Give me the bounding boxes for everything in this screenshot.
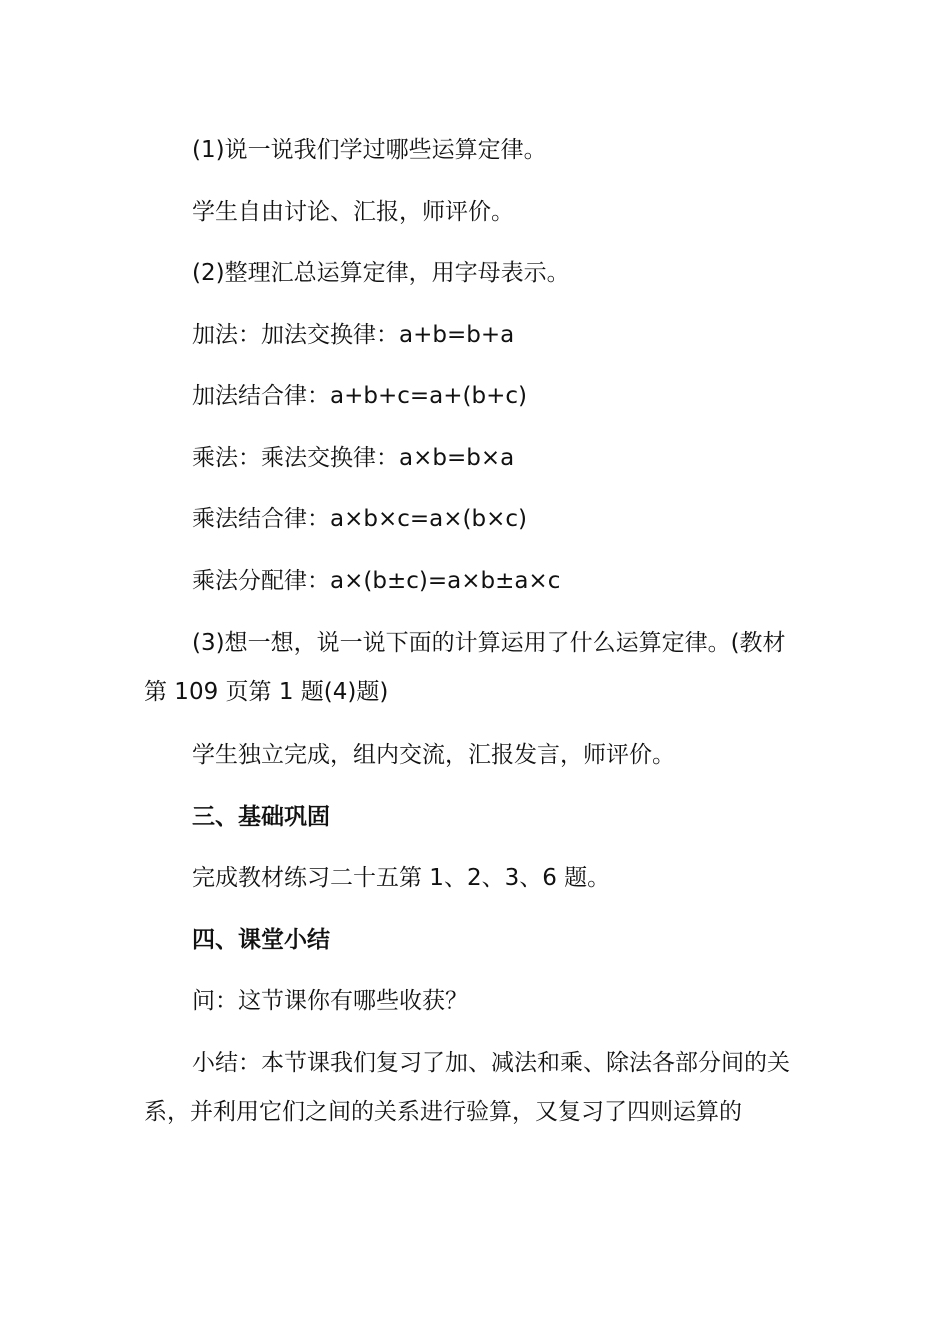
paragraph-question-2: (2)整理汇总运算定律，用字母表示。	[192, 260, 570, 286]
paragraph-addition-commutative: 加法：加法交换律：a+b=b+a	[192, 322, 515, 348]
paragraph-discussion: 学生自由讨论、汇报，师评价。	[192, 199, 514, 225]
section-heading-basic-practice: 三、基础巩固	[192, 804, 330, 830]
paragraph-question-1: (1)说一说我们学过哪些运算定律。	[192, 137, 547, 163]
paragraph-independent-work: 学生独立完成，组内交流，汇报发言，师评价。	[192, 742, 675, 768]
paragraph-addition-associative: 加法结合律：a+b+c=a+(b+c)	[192, 383, 527, 409]
paragraph-exercise: 完成教材练习二十五第 1、2、3、6 题。	[192, 865, 611, 891]
paragraph-multiplication-associative: 乘法结合律：a×b×c=a×(b×c)	[192, 506, 527, 532]
paragraph-summary: 小结：本节课我们复习了加、减法和乘、除法各部分间的关系，并利用它们之间的关系进行验算，又复习了四则运算的	[144, 1050, 790, 1125]
paragraph-question-harvest: 问：这节课你有哪些收获？	[192, 988, 468, 1014]
paragraph-question-3: (3)想一想，说一说下面的计算运用了什么运算定律。(教材第 109 页第 1 题(4)题)	[144, 630, 786, 705]
paragraph-multiplication-commutative: 乘法：乘法交换律：a×b=b×a	[192, 445, 515, 471]
section-heading-summary: 四、课堂小结	[192, 927, 330, 953]
paragraph-distributive: 乘法分配律：a×(b±c)=a×b±a×c	[192, 568, 561, 594]
